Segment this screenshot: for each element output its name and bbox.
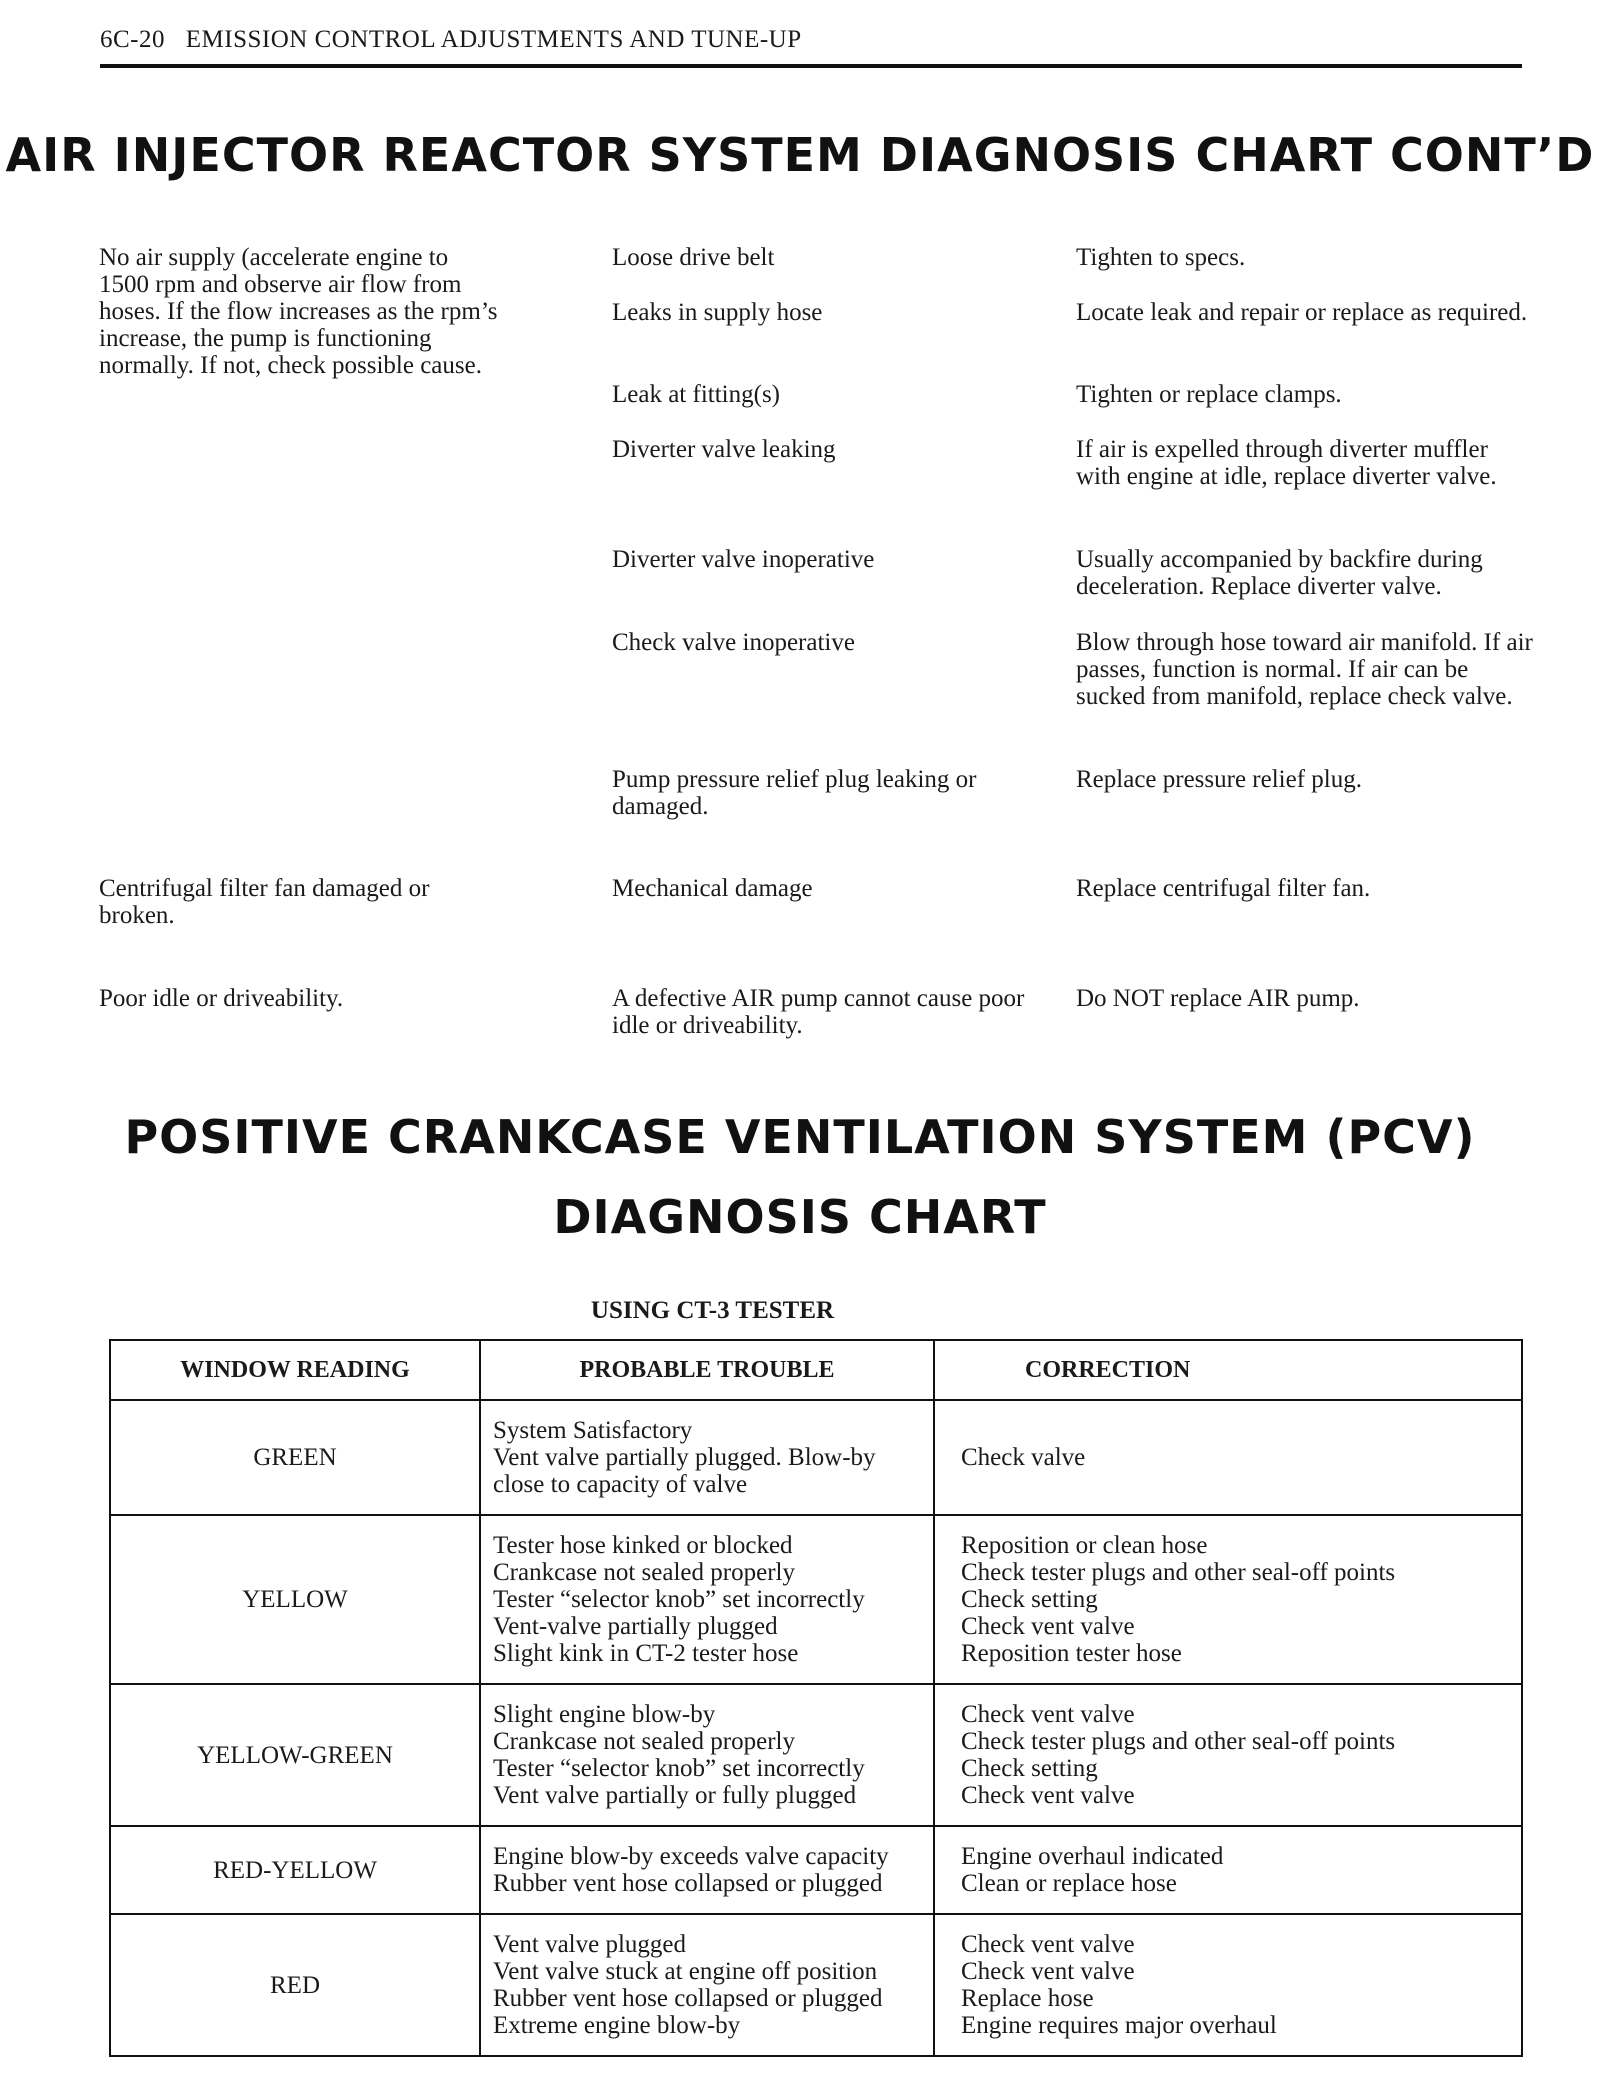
window-reading-cell: RED-YELLOW <box>110 1826 480 1914</box>
cell-line: Check valve <box>961 1444 1086 1471</box>
air-correction: Blow through hose toward air manifold. If air passes, function is normal. If air can be sucked from manifold, replace check valve. <box>1076 629 1533 710</box>
cell-line: Tester “selector knob” set incorrectly <box>493 1755 865 1782</box>
air-correction: Replace centrifugal filter fan. <box>1076 875 1371 902</box>
cell-line: Check setting <box>961 1755 1098 1782</box>
correction-cell <box>934 1914 1522 2056</box>
probable-trouble-cell <box>480 1826 934 1914</box>
cell-line: Crankcase not sealed properly <box>493 1559 795 1586</box>
correction-cell <box>934 1826 1522 1914</box>
air-condition-filter-fan: Centrifugal filter fan damaged or broken. <box>99 875 430 929</box>
cell-line: Extreme engine blow-by <box>493 2012 741 2039</box>
cell-line: System Satisfactory <box>493 1417 693 1444</box>
window-reading-cell: YELLOW-GREEN <box>110 1684 480 1826</box>
air-correction: Usually accompanied by backfire during deceleration. Replace diverter valve. <box>1076 546 1483 600</box>
cell-line: Slight kink in CT-2 tester hose <box>493 1640 799 1667</box>
cell-line: Rubber vent hose collapsed or plugged <box>493 1985 883 2012</box>
cell-line: Check vent valve <box>961 1613 1135 1640</box>
air-correction: Tighten or replace clamps. <box>1076 381 1342 408</box>
air-cause: Diverter valve inoperative <box>612 546 875 573</box>
probable-trouble-cell <box>480 1400 934 1515</box>
correction-cell <box>934 1515 1522 1684</box>
correction-cell <box>934 1684 1522 1826</box>
cell-line: Vent-valve partially plugged <box>493 1613 778 1640</box>
cell-line: Slight engine blow-by <box>493 1701 716 1728</box>
running-header <box>100 26 1520 54</box>
table-row <box>110 1515 1522 1684</box>
air-correction: Locate leak and repair or replace as required. <box>1076 299 1528 326</box>
pcv-chart-title-line-2: DIAGNOSIS CHART <box>553 1190 1047 1244</box>
cell-line: Tester hose kinked or blocked <box>493 1532 793 1559</box>
cell-line: Engine overhaul indicated <box>961 1843 1224 1870</box>
cell-line: Reposition tester hose <box>961 1640 1182 1667</box>
cell-line: Crankcase not sealed properly <box>493 1728 795 1755</box>
table-body <box>110 1400 1522 2056</box>
probable-trouble-cell <box>480 1515 934 1684</box>
air-condition-no-air-supply: No air supply (accelerate engine to 1500 rpm and observe air flow from hoses. If the flow increases as the rpm’s increase, the pump is functioning normally. If not, check possible cause. <box>99 244 498 379</box>
air-cause: Diverter valve leaking <box>612 436 836 463</box>
window-reading-cell: GREEN <box>110 1400 480 1515</box>
column-header-correction: CORRECTION <box>934 1340 1522 1400</box>
pcv-diagnosis-table <box>109 1339 1523 2057</box>
correction-cell <box>934 1400 1522 1515</box>
cell-line: Vent valve partially or fully plugged <box>493 1782 857 1809</box>
cell-line: Reposition or clean hose <box>961 1532 1208 1559</box>
probable-trouble-cell <box>480 1684 934 1826</box>
air-correction: Tighten to specs. <box>1076 244 1246 271</box>
pcv-chart-subtitle: USING CT-3 TESTER <box>590 1297 835 1324</box>
cell-line: Replace hose <box>961 1985 1094 2012</box>
air-condition-poor-idle: Poor idle or driveability. <box>99 985 344 1012</box>
air-cause: Check valve inoperative <box>612 629 855 656</box>
cell-line: Check vent valve <box>961 1931 1135 1958</box>
air-correction: Do NOT replace AIR pump. <box>1076 985 1360 1012</box>
table-row <box>110 1826 1522 1914</box>
cell-line: Rubber vent hose collapsed or plugged <box>493 1870 883 1897</box>
cell-line: Tester “selector knob” set incorrectly <box>493 1586 865 1613</box>
cell-line: close to capacity of valve <box>493 1471 748 1498</box>
cell-line: Vent valve stuck at engine off position <box>493 1958 878 1985</box>
air-correction: If air is expelled through diverter muffler with engine at idle, replace diverter valve. <box>1076 436 1497 490</box>
cell-line: Check vent valve <box>961 1701 1135 1728</box>
air-chart-title: AIR INJECTOR REACTOR SYSTEM DIAGNOSIS CHART CONT’D <box>5 128 1595 182</box>
air-cause: Pump pressure relief plug leaking or damaged. <box>612 766 977 820</box>
air-cause: Leak at fitting(s) <box>612 381 780 408</box>
air-correction: Replace pressure relief plug. <box>1076 766 1362 793</box>
cell-line: Check vent valve <box>961 1782 1135 1809</box>
column-header-window-reading: WINDOW READING <box>110 1340 480 1400</box>
section-title: EMISSION CONTROL ADJUSTMENTS AND TUNE-UP <box>185 26 802 53</box>
window-reading-cell: RED <box>110 1914 480 2056</box>
column-header-probable-trouble: PROBABLE TROUBLE <box>480 1340 934 1400</box>
table-row <box>110 1684 1522 1826</box>
air-cause: Mechanical damage <box>612 875 813 902</box>
cell-line: Check tester plugs and other seal-off points <box>961 1559 1396 1586</box>
cell-line: Check tester plugs and other seal-off points <box>961 1728 1396 1755</box>
cell-line: Clean or replace hose <box>961 1870 1177 1897</box>
header-rule <box>100 64 1522 68</box>
cell-line: Check vent valve <box>961 1958 1135 1985</box>
cell-line: Vent valve plugged <box>493 1931 687 1958</box>
cell-line: Vent valve partially plugged. Blow-by <box>493 1444 876 1471</box>
air-cause: Leaks in supply hose <box>612 299 823 326</box>
cell-line: Engine blow-by exceeds valve capacity <box>493 1843 889 1870</box>
page-number: 6C-20 <box>100 26 165 53</box>
probable-trouble-cell <box>480 1914 934 2056</box>
pcv-chart-title: POSITIVE CRANKCASE VENTILATION SYSTEM (PCV) <box>124 1110 1476 1164</box>
air-cause: A defective AIR pump cannot cause poor idle or driveability. <box>612 985 1025 1039</box>
cell-line: Engine requires major overhaul <box>961 2012 1277 2039</box>
table-row <box>110 1914 1522 2056</box>
cell-line: Check setting <box>961 1586 1098 1613</box>
air-cause: Loose drive belt <box>612 244 775 271</box>
window-reading-cell: YELLOW <box>110 1515 480 1684</box>
table-header-row <box>110 1340 1522 1400</box>
table-row <box>110 1400 1522 1515</box>
